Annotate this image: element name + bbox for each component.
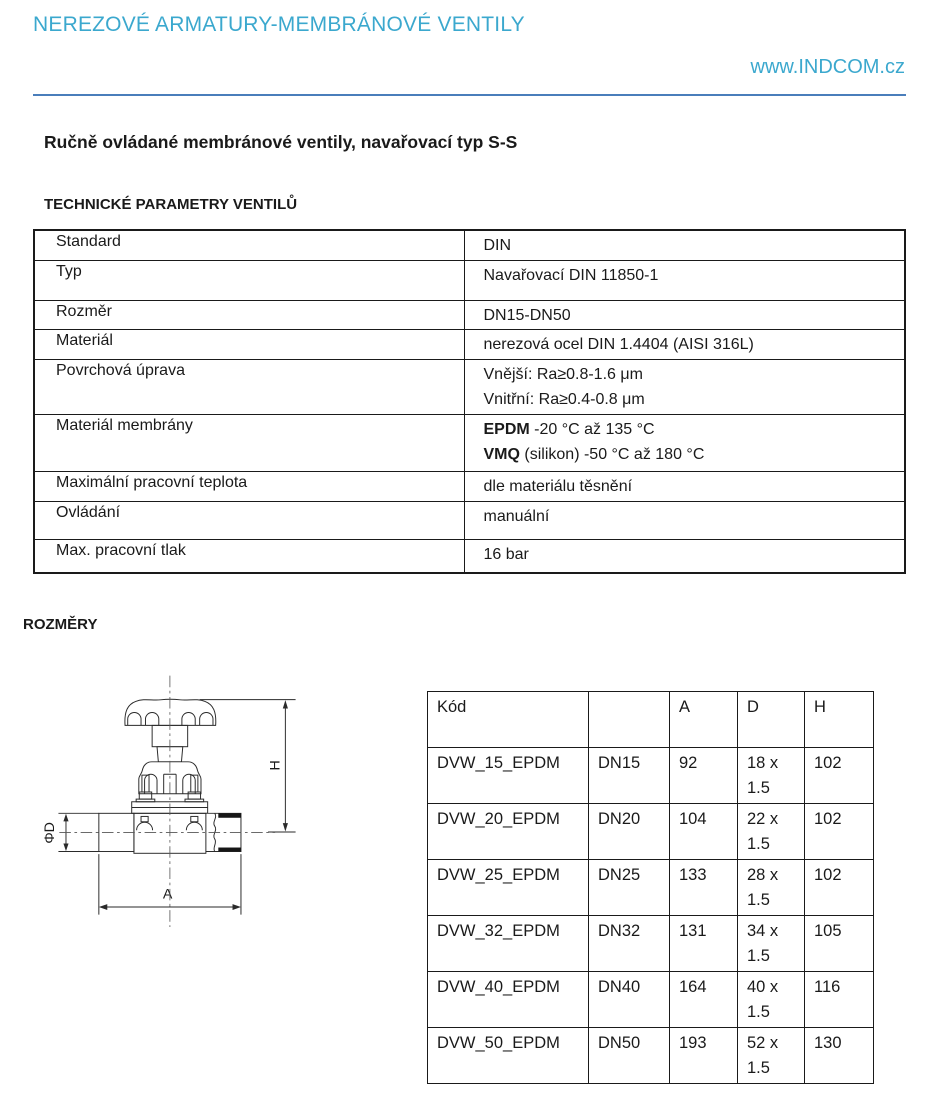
dims-row <box>428 916 874 972</box>
cell-kod: DVW_40_EPDM <box>428 972 589 1028</box>
param-label: Maximální pracovní teplota <box>34 472 464 502</box>
params-table <box>33 229 906 574</box>
cell-d: 22 x 1.5 <box>738 804 805 860</box>
dims-section-heading: ROZMĚRY <box>23 616 98 633</box>
cell-a: 193 <box>670 1028 738 1084</box>
cell-kod: DVW_20_EPDM <box>428 804 589 860</box>
param-label: Materiál membrány <box>34 415 464 472</box>
param-row-ovladani <box>34 502 905 540</box>
cell-h: 130 <box>805 1028 874 1084</box>
cell-d: 40 x 1.5 <box>738 972 805 1028</box>
cell-dn: DN20 <box>589 804 670 860</box>
dims-row <box>428 804 874 860</box>
header-divider <box>33 94 906 96</box>
cell-dn: DN50 <box>589 1028 670 1084</box>
height-arrow-down <box>283 823 288 831</box>
param-label: Standard <box>34 230 464 261</box>
cell-a: 104 <box>670 804 738 860</box>
dims-row <box>428 860 874 916</box>
param-row-rozmer <box>34 301 905 330</box>
param-value: nerezová ocel DIN 1.4404 (AISI 316L) <box>464 330 905 360</box>
param-row-tlak <box>34 540 905 574</box>
body-bolt-bosses <box>137 822 203 830</box>
cell-dn: DN15 <box>589 748 670 804</box>
cell-h: 102 <box>805 748 874 804</box>
cell-h: 105 <box>805 916 874 972</box>
param-row-teplota <box>34 472 905 502</box>
param-value: Navařovací DIN 11850-1 <box>464 261 905 301</box>
weld-band-bottom <box>218 848 241 852</box>
diameter-arrow-down <box>63 844 68 852</box>
cell-h: 102 <box>805 804 874 860</box>
cell-a: 131 <box>670 916 738 972</box>
param-label: Materiál <box>34 330 464 360</box>
cell-d: 28 x 1.5 <box>738 860 805 916</box>
cell-kod: DVW_32_EPDM <box>428 916 589 972</box>
param-row-material <box>34 330 905 360</box>
cell-dn: DN40 <box>589 972 670 1028</box>
width-arrow-right <box>233 904 241 910</box>
width-arrow-left <box>99 904 107 910</box>
dims-header-d: D <box>738 692 805 748</box>
dims-header-a: A <box>670 692 738 748</box>
param-value: EPDM -20 °C až 135 °C VMQ (silikon) -50 °C až 180 °C <box>464 415 905 472</box>
param-row-membrana <box>34 415 905 472</box>
param-label: Typ <box>34 261 464 301</box>
dims-header-dn <box>589 692 670 748</box>
cell-d: 34 x 1.5 <box>738 916 805 972</box>
cell-kod: DVW_25_EPDM <box>428 860 589 916</box>
width-label: A <box>162 886 173 903</box>
body-bolt-tip-left <box>141 816 148 821</box>
param-value: dle materiálu těsnění <box>464 472 905 502</box>
dims-row <box>428 1028 874 1084</box>
handwheel-outline <box>125 699 216 725</box>
param-label: Povrchová úprava <box>34 360 464 415</box>
param-label: Ovládání <box>34 502 464 540</box>
param-value: Vnější: Ra≥0.8-1.6 μm Vnitřní: Ra≥0.4-0.8 μm <box>464 360 905 415</box>
cell-a: 133 <box>670 860 738 916</box>
dims-header-row <box>428 692 874 748</box>
cell-kod: DVW_15_EPDM <box>428 748 589 804</box>
params-section-heading: TECHNICKÉ PARAMETRY VENTILŮ <box>44 196 298 213</box>
diameter-arrow-up <box>63 814 68 822</box>
dims-header-h: H <box>805 692 874 748</box>
cell-d: 18 x 1.5 <box>738 748 805 804</box>
param-row-typ <box>34 261 905 301</box>
height-label: H <box>267 760 284 771</box>
cell-a: 164 <box>670 972 738 1028</box>
cell-h: 116 <box>805 972 874 1028</box>
cell-a: 92 <box>670 748 738 804</box>
diameter-label: ΦD <box>41 822 58 844</box>
dims-row <box>428 972 874 1028</box>
valve-diagram <box>38 650 340 950</box>
dimensions-table <box>427 691 874 1084</box>
cell-h: 102 <box>805 860 874 916</box>
param-row-standard <box>34 230 905 261</box>
cell-dn: DN25 <box>589 860 670 916</box>
product-subtitle: Ručně ovládané membránové ventily, navařovací typ S-S <box>44 132 518 152</box>
dims-header-kod: Kód <box>428 692 589 748</box>
cell-kod: DVW_50_EPDM <box>428 1028 589 1084</box>
height-arrow-up <box>283 700 288 708</box>
dims-row <box>428 748 874 804</box>
param-value: DIN <box>464 230 905 261</box>
param-value: DN15-DN50 <box>464 301 905 330</box>
param-value: 16 bar <box>464 540 905 574</box>
weld-band-top <box>218 813 241 817</box>
page-title: NEREZOVÉ ARMATURY-MEMBRÁNOVÉ VENTILY <box>33 13 525 36</box>
cell-dn: DN32 <box>589 916 670 972</box>
cell-d: 52 x 1.5 <box>738 1028 805 1084</box>
website-link[interactable]: www.INDCOM.cz <box>750 56 905 78</box>
param-value: manuální <box>464 502 905 540</box>
body-bolt-tip-right <box>191 816 198 821</box>
param-label: Rozměr <box>34 301 464 330</box>
param-row-povrch <box>34 360 905 415</box>
param-label: Max. pracovní tlak <box>34 540 464 574</box>
